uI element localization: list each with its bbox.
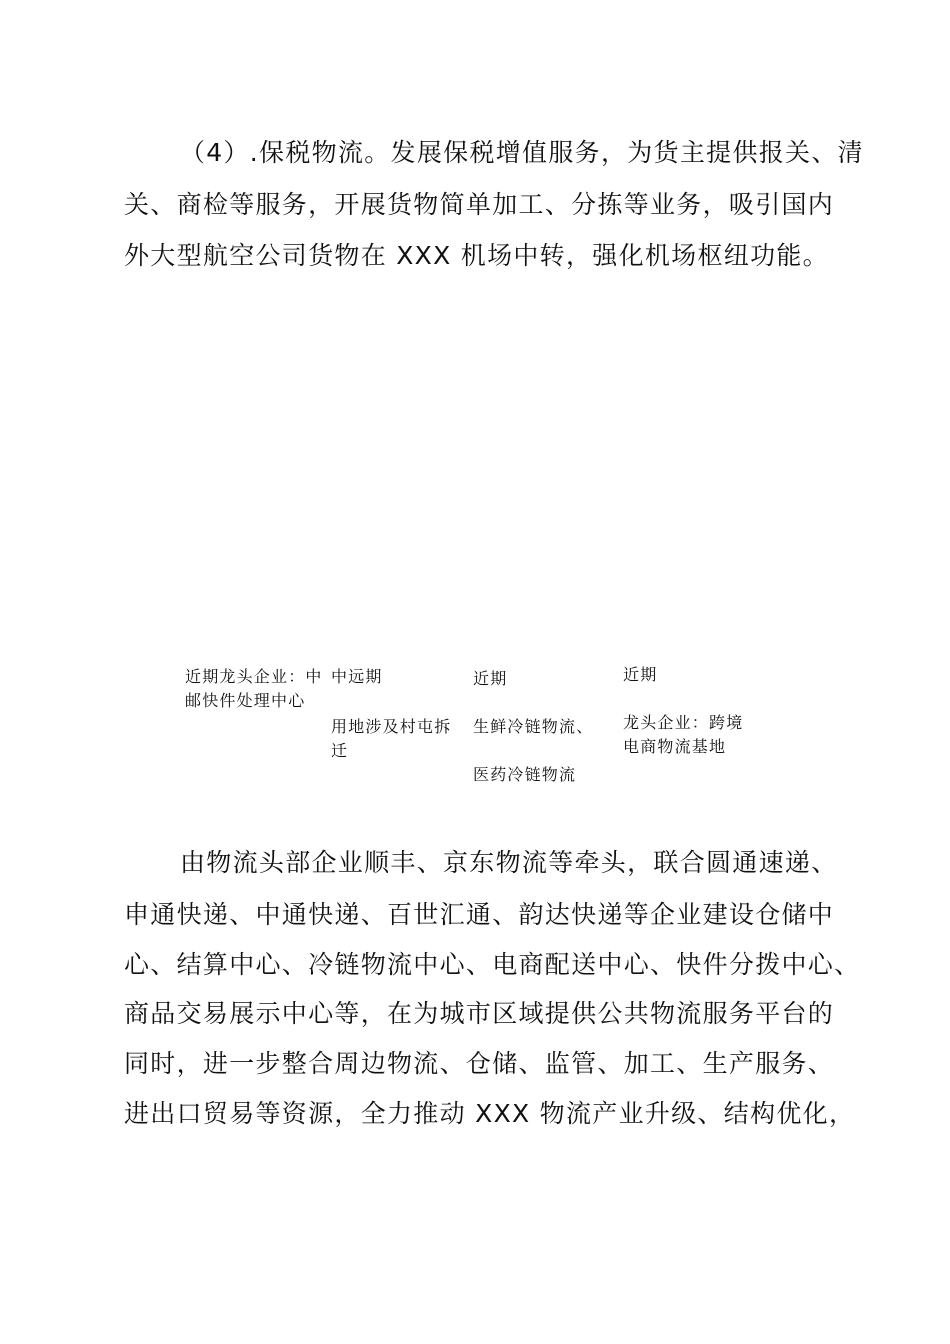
para2-line-4: 商品交易展示中心等，在为城市区域提供公共物流服务平台的 [124,999,835,1028]
para1-line-1: （4）.保税物流。发展保税增值服务，为货主提供报关、清 [180,138,864,167]
para1-line-3: 外大型航空公司货物在 XXX 机场中转，强化机场枢纽功能。 [124,241,829,270]
table-col3-line1: 生鲜冷链物流、 [473,717,594,736]
table-col1-text: 近期龙头企业：中邮快件处理中心 [185,667,323,710]
para2-line-2: 申通快递、中通快递、百世汇通、韵达快递等企业建设仓储中 [124,900,835,929]
para2-line-3: 心、结算中心、冷链物流中心、电商配送中心、快件分拨中心、 [124,950,861,979]
para2-line-5: 同时，进一步整合周边物流、仓储、监管、加工、生产服务、 [124,1049,835,1078]
para2-line-6: 进出口贸易等资源，全力推动 XXX 物流产业升级、结构优化， [124,1099,856,1128]
table-col4-line1: 龙头企业：跨境 [623,713,744,732]
table-col4-line2: 电商物流基地 [623,737,727,756]
para1-line-2: 关、商检等服务，开展货物简单加工、分拣等业务，吸引国内 [124,190,835,219]
table-col3-line2: 医药冷链物流 [473,765,577,784]
para2-line-1: 由物流头部企业顺丰、京东物流等牵头，联合圆通速递、 [180,848,838,877]
table-col3-label: 近期 [473,669,508,688]
table-col2-text: 用地涉及村屯拆迁 [331,717,452,760]
table-col4-label: 近期 [623,665,658,684]
table-col2-label: 中远期 [331,667,383,686]
